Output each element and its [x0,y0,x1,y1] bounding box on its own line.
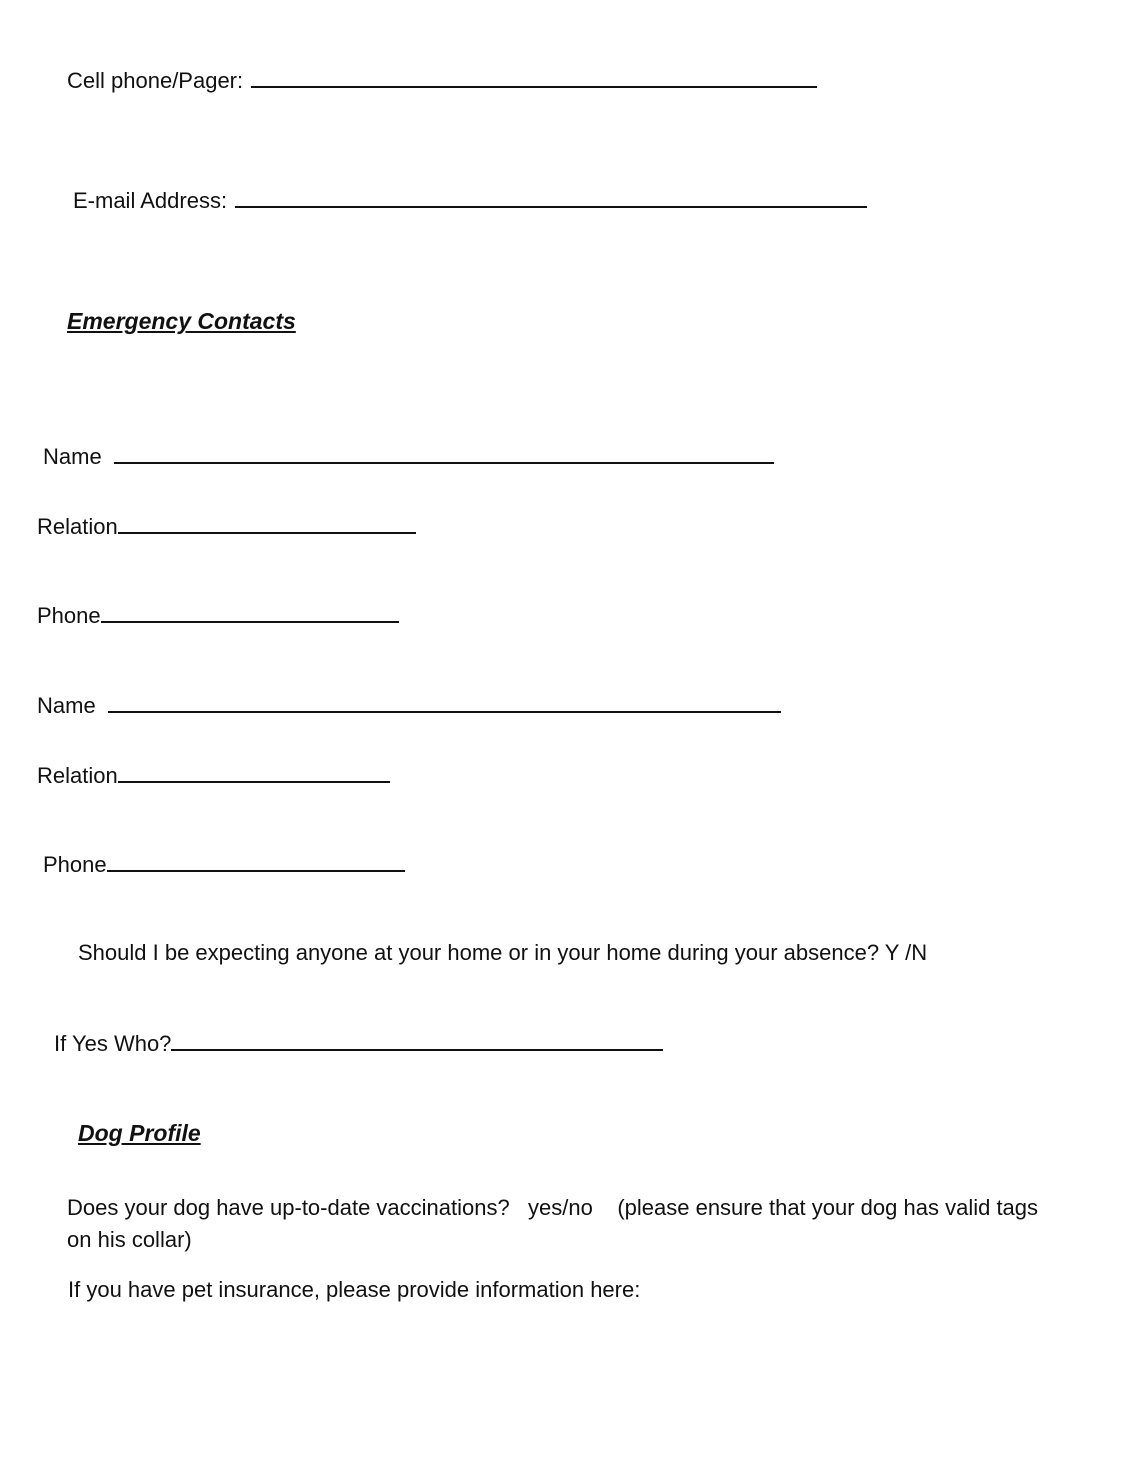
contact2-name-row [37,691,781,720]
contact2-relation-row [37,761,390,790]
contact1-phone-label: Phone [37,603,101,628]
contact1-name-label: Name [43,444,102,469]
contact2-phone-label: Phone [43,852,107,877]
if-yes-label: If Yes Who? [54,1031,172,1056]
contact2-phone-blank[interactable] [107,850,405,872]
email-row [73,186,867,215]
vaccination-question: Does your dog have up-to-date vaccinations? yes/no (please ensure that your dog has valid tags on his collar) [67,1195,1045,1252]
emergency-contacts-heading: Emergency Contacts [67,308,296,334]
email-blank[interactable] [235,186,867,208]
cell-phone-blank[interactable] [251,66,817,88]
contact1-relation-label: Relation [37,514,118,539]
dog-profile-heading: Dog Profile [78,1120,201,1146]
expecting-question: Should I be expecting anyone at your home or in your home during your absence? Y /N [78,940,928,965]
email-label: E-mail Address: [73,188,228,213]
cell-phone-label: Cell phone/Pager: [67,68,244,93]
contact1-phone-blank[interactable] [101,601,399,623]
contact2-relation-blank[interactable] [118,761,390,783]
contact1-name-blank[interactable] [114,442,774,464]
contact1-relation-blank[interactable] [118,512,416,534]
contact2-relation-label: Relation [37,763,118,788]
insurance-prompt: If you have pet insurance, please provide information here: [68,1277,641,1302]
if-yes-blank[interactable] [171,1029,663,1051]
if-yes-row [54,1029,663,1058]
cell-phone-row [67,66,817,95]
contact2-name-label: Name [37,693,96,718]
contact1-phone-row [37,601,399,630]
contact2-phone-row [43,850,405,879]
contact1-name-row [43,442,774,471]
contact2-name-blank[interactable] [108,691,781,713]
contact1-relation-row [37,512,416,541]
